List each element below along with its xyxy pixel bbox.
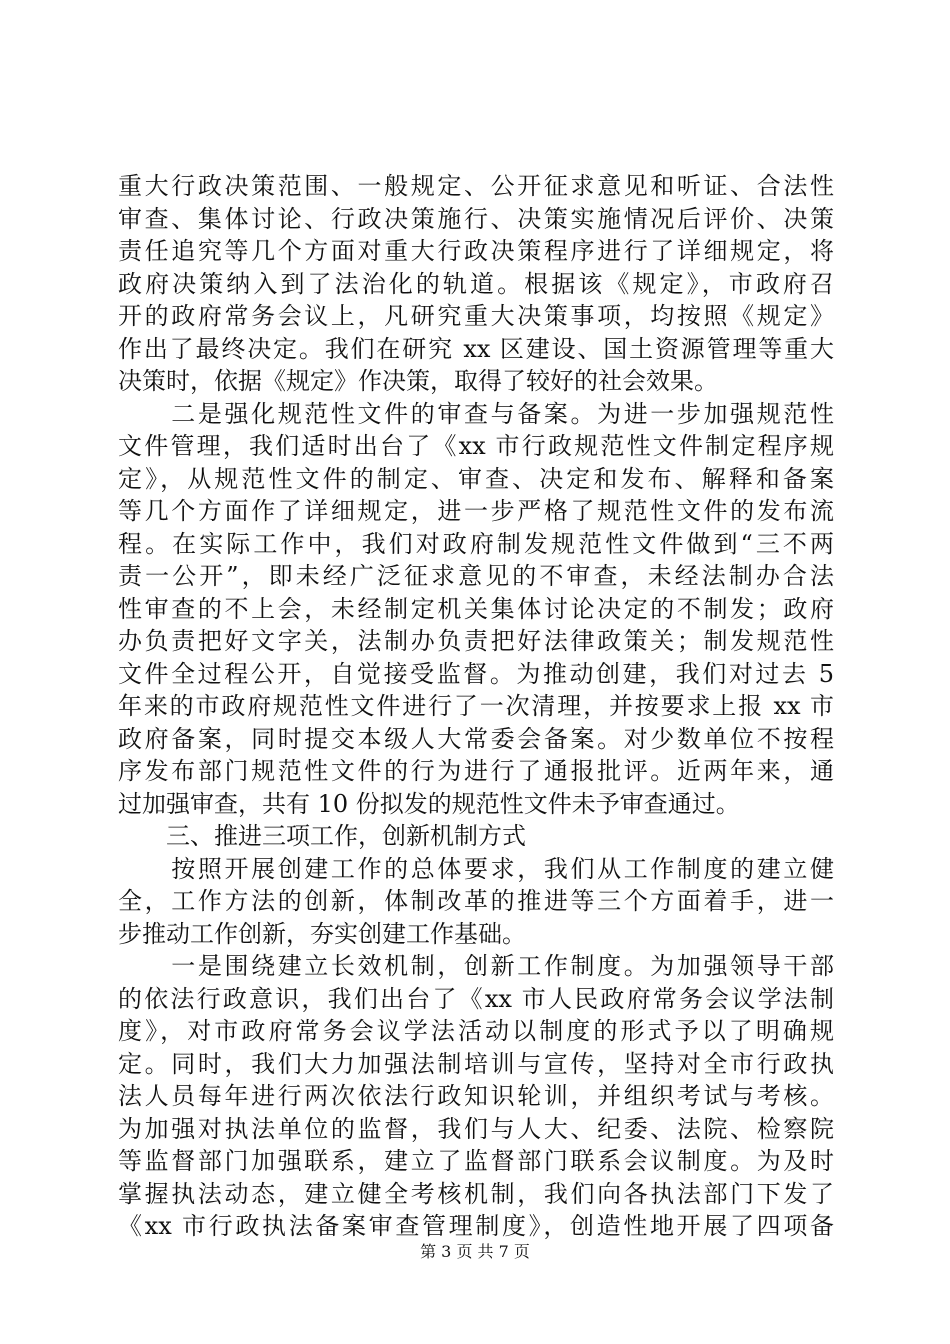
text-line: 责任追究等几个方面对重大行政决策程序进行了详细规定，将 (118, 237, 834, 265)
text-line: 作出了最终决定。我们在研究 xx 区建设、国土资源管理等重大 (118, 334, 834, 363)
text-line: 年来的市政府规范性文件进行了一次清理，并按要求上报 xx 市 (118, 692, 834, 720)
section-heading: 三、推进三项工作，创新机制方式 (118, 822, 526, 850)
text-line: 政府决策纳入到了法治化的轨道。根据该《规定》，市政府召 (118, 269, 834, 298)
text-line: 政府备案，同时提交本级人大常委会备案。对少数单位不按程 (118, 724, 834, 753)
text-line: 为加强对执法单位的监督，我们与人大、纪委、法院、检察院 (118, 1114, 834, 1143)
text-line: 过加强审查，共有 10 份拟发的规范性文件未予审查通过。 (118, 789, 740, 818)
text-line: 性审查的不上会，未经制定机关集体讨论决定的不制发；政府 (118, 594, 834, 623)
text-line: 办负责把好文字关，法制办负责把好法律政策关；制发规范性 (118, 627, 834, 655)
text-line: 全，工作方法的创新，体制改革的推进等三个方面着手，进一 (118, 887, 834, 915)
text-line: 《xx 市行政执法备案审查管理制度》，创造性地开展了四项备 (118, 1212, 834, 1240)
text-line: 重大行政决策范围、一般规定、公开征求意见和听证、合法性 (118, 172, 834, 200)
text-line: 等监督部门加强联系，建立了监督部门联系会议制度。为及时 (118, 1147, 834, 1175)
text-line: 文件管理，我们适时出台了《xx 市行政规范性文件制定程序规 (118, 432, 834, 460)
text-line: 步推动工作创新，夯实创建工作基础。 (118, 919, 526, 948)
text-line: 按照开展创建工作的总体要求，我们从工作制度的建立健 (118, 854, 834, 883)
page-number-footer: 第 3 页 共 7 页 (420, 1242, 530, 1261)
text-line: 文件全过程公开，自觉接受监督。为推动创建，我们对过去 5 (118, 659, 834, 688)
text-line: 的依法行政意识，我们出台了《xx 市人民政府常务会议学法制 (118, 984, 834, 1013)
text-line: 掌握执法动态，建立健全考核机制，我们向各执法部门下发了 (118, 1179, 834, 1208)
body-text (118, 170, 834, 1243)
text-line: 开的政府常务会议上，凡研究重大决策事项，均按照《规定》 (118, 302, 834, 330)
text-line: 定》，从规范性文件的制定、审查、决定和发布、解释和备案 (118, 464, 834, 493)
text-line: 等几个方面作了详细规定，进一步严格了规范性文件的发布流 (118, 497, 834, 525)
text-line: 审查、集体讨论、行政决策施行、决策实施情况后评价、决策 (118, 204, 834, 233)
text-line: 定。同时，我们大力加强法制培训与宣传，坚持对全市行政执 (118, 1049, 834, 1078)
text-line: 决策时，依据《规定》作决策，取得了较好的社会效果。 (118, 367, 718, 395)
text-line: 序发布部门规范性文件的行为进行了通报批评。近两年来，通 (118, 757, 834, 785)
text-line: 责一公开”，即未经广泛征求意见的不审查，未经法制办合法 (118, 562, 834, 590)
text-line: 度》，对市政府常务会议学法活动以制度的形式予以了明确规 (118, 1017, 834, 1045)
text-line: 一是围绕建立长效机制，创新工作制度。为加强领导干部 (118, 952, 834, 980)
text-line: 法人员每年进行两次依法行政知识轮训，并组织考试与考核。 (118, 1082, 834, 1110)
text-line: 程。在实际工作中，我们对政府制发规范性文件做到“三不两 (118, 529, 834, 558)
text-line: 二是强化规范性文件的审查与备案。为进一步加强规范性 (118, 399, 834, 428)
